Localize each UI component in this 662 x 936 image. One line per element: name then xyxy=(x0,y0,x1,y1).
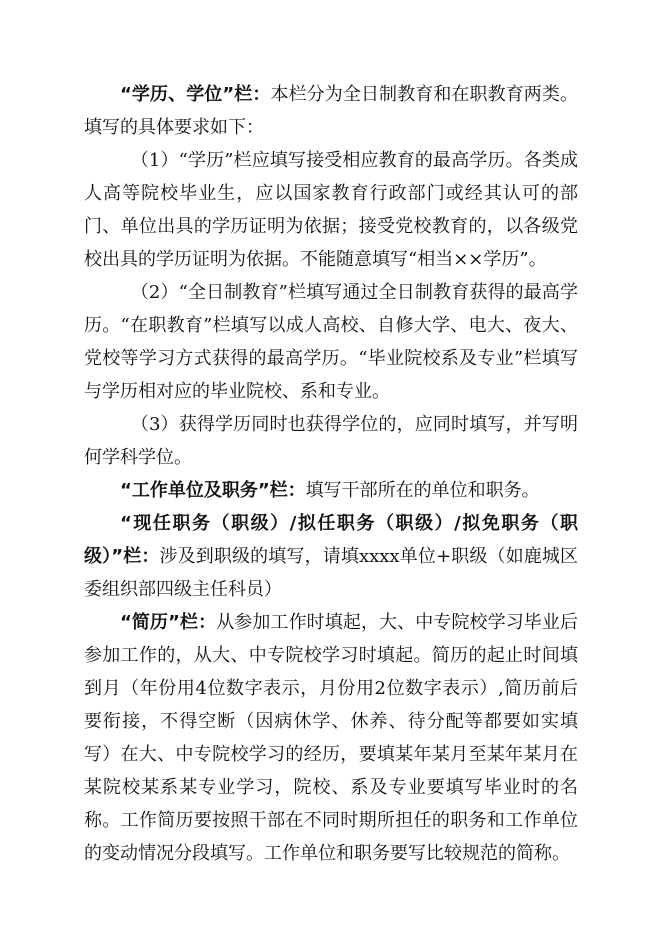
paragraph-item-2 xyxy=(84,276,578,408)
section-heading-work-unit: “工作单位及职务”栏： xyxy=(120,480,306,501)
paragraph-text: 从参加工作时填起，大、中专院校学习毕业后参加工作的，从大、中专院校学习时填起。简历的起止时间填到月（年份用4位数字表示，月份用2位数字表示）,简历前后要衔接，不得空断（因病休学、休养、待分配等都要如实填写）在大、中专院校学习的经历，要填某年某月至某年某月在某院校某系某专业学习，院校、系及专业要填写毕业时的名称。工作简历要按照干部在不同时期所担任的职务和工作单位的变动情况分段填写。工作单位和职务要写比较规范的简称。 xyxy=(84,612,578,864)
paragraph-text: 涉及到职级的填写，请填xxxx单位+职级（如鹿城区委组织部四级主任科员） xyxy=(84,546,578,600)
paragraph-item-1 xyxy=(84,144,578,276)
section-heading-position-rank: “现任职务（职级）/拟任职务（职级）/拟免职务（职级）”栏： xyxy=(84,513,578,567)
paragraph-position-rank xyxy=(84,507,578,606)
paragraph-text: （3）获得学历同时也获得学位的，应同时填写，并写明何学科学位。 xyxy=(84,414,578,468)
paragraph-text: （2）“全日制教育”栏填写通过全日制教育获得的最高学历。“在职教育”栏填写以成人高校、自修大学、电大、夜大、党校等学习方式获得的最高学历。“毕业院校系及专业”栏填写与学历相对应的毕业院校、系和专业。 xyxy=(84,282,578,402)
paragraph-text: （1）“学历”栏应填写接受相应教育的最高学历。各类成人高等院校毕业生，应以国家教育行政部门或经其认可的部门、单位出具的学历证明为依据；接受党校教育的，以各级党校出具的学历证明为依据。不能随意填写“相当××学历”。 xyxy=(84,150,578,270)
paragraph-resume xyxy=(84,606,578,870)
paragraph-text: 填写干部所在的单位和职务。 xyxy=(305,480,540,501)
paragraph-education-degree xyxy=(84,78,578,144)
paragraph-text: 本栏分为全日制教育和在职教育两类。填写的具体要求如下： xyxy=(84,84,578,138)
paragraph-work-unit xyxy=(84,474,578,507)
section-heading-education-degree: “学历、学位”栏： xyxy=(120,84,271,105)
paragraph-item-3 xyxy=(84,408,578,474)
section-heading-resume: “简历”栏： xyxy=(120,612,217,633)
